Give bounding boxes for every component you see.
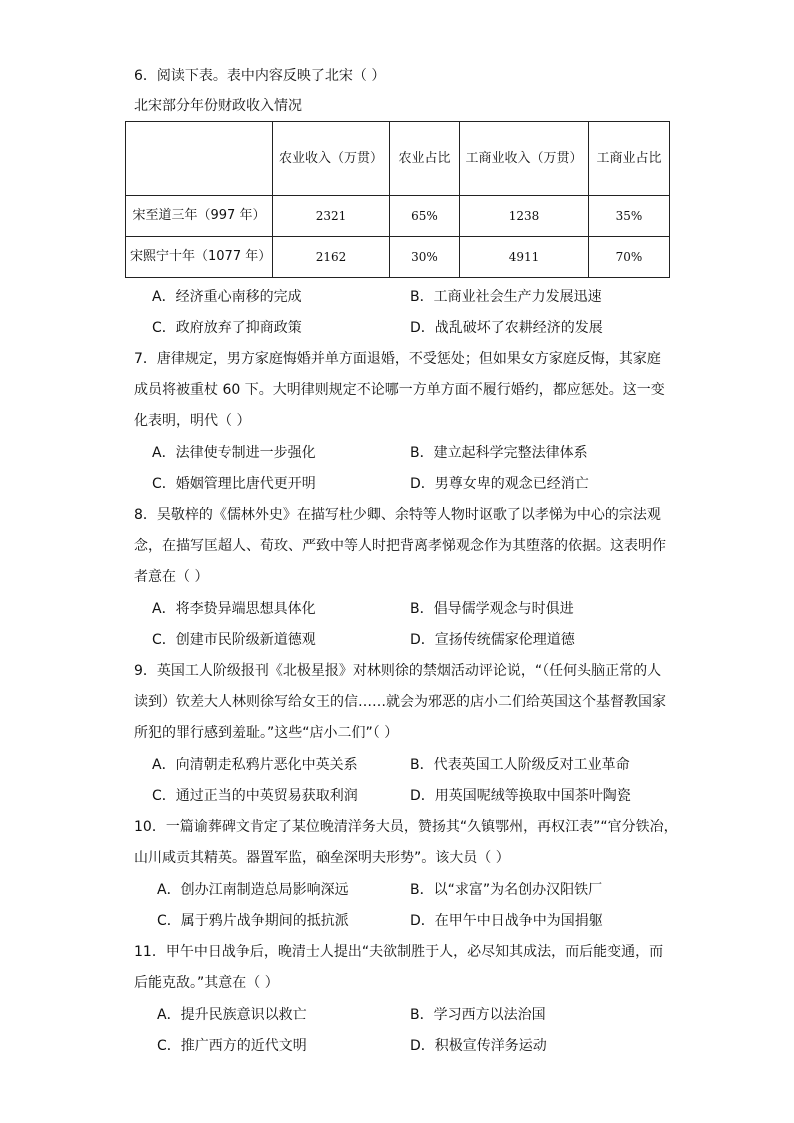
q6-option-b[interactable]: B．工商业社会生产力发展迅速 <box>410 289 602 305</box>
q8-option-d[interactable]: D．宣扬传统儒家伦理道德 <box>410 632 575 648</box>
q9-option-b[interactable]: B．代表英国工人阶级反对工业革命 <box>410 757 630 773</box>
q9-stem-line: 读到）钦差大人林则徐写给女王的信……就会为邪恶的店小二们给英国这个基督教国家 <box>134 694 666 710</box>
table-cell: 35% <box>589 196 670 237</box>
q6-option-c[interactable]: C．政府放弃了抑商政策 <box>152 320 302 336</box>
q11-option-b[interactable]: B．学习西方以法治国 <box>410 1007 546 1023</box>
table-header-cell: 工商业收入（万贯） <box>460 122 589 196</box>
q6-option-a[interactable]: A．经济重心南移的完成 <box>152 289 302 305</box>
q6-table-title: 北宋部分年份财政收入情况 <box>134 98 302 114</box>
table-cell: 宋熙宁十年（1077 年） <box>126 237 273 278</box>
q9-option-a[interactable]: A．向清朝走私鸦片恶化中英关系 <box>152 757 358 773</box>
table-row <box>126 196 670 237</box>
fiscal-revenue-table <box>125 121 670 278</box>
table-cell: 70% <box>589 237 670 278</box>
q10-option-b[interactable]: B．以“求富”为名创办汉阳铁厂 <box>410 882 603 898</box>
q11-option-a[interactable]: A．提升民族意识以救亡 <box>157 1007 307 1023</box>
table-header-cell: 工商业占比 <box>589 122 670 196</box>
q7-stem-line: 7．唐律规定，男方家庭悔婚并单方面退婚，不受惩处；但如果女方家庭反悔，其家庭 <box>134 351 661 367</box>
q8-stem-line: 8．吴敬梓的《儒林外史》在描写杜少卿、余特等人物时讴歌了以孝悌为中心的宗法观 <box>134 507 661 523</box>
table-header-cell <box>126 122 273 196</box>
q9-stem-line: 9．英国工人阶级报刊《北极星报》对林则徐的禁烟活动评论说，“（任何头脑正常的人 <box>134 663 662 679</box>
q11-option-d[interactable]: D．积极宣传洋务运动 <box>410 1038 547 1054</box>
table-header-cell: 农业收入（万贯） <box>273 122 390 196</box>
q8-stem-line: 者意在（ ） <box>134 569 209 585</box>
q7-option-d[interactable]: D．男尊女卑的观念已经消亡 <box>410 476 589 492</box>
q8-option-a[interactable]: A．将李贽异端思想具体化 <box>152 601 316 617</box>
q8-option-c[interactable]: C．创建市民阶级新道德观 <box>152 632 316 648</box>
q7-stem-line: 成员将被重杖 60 下。大明律则规定不论哪一方单方面不履行婚约，都应惩处。这一变 <box>134 382 665 398</box>
q7-stem-line: 化表明，明代（ ） <box>134 413 251 429</box>
q11-stem-line: 11．甲午中日战争后，晚清士人提出“夫欲制胜于人，必尽知其成法，而后能变通，而 <box>134 944 664 960</box>
q9-stem-line: 所犯的罪行感到羞耻。”这些“店小二们”（ ） <box>134 725 399 741</box>
table-cell: 4911 <box>460 237 589 278</box>
table-cell: 2162 <box>273 237 390 278</box>
q11-option-c[interactable]: C．推广西方的近代文明 <box>157 1038 307 1054</box>
q7-option-b[interactable]: B．建立起科学完整法律体系 <box>410 445 588 461</box>
q9-option-c[interactable]: C．通过正当的中英贸易获取利润 <box>152 788 358 804</box>
q7-option-a[interactable]: A．法律使专制进一步强化 <box>152 445 316 461</box>
q6-stem: 6．阅读下表。表中内容反映了北宋（ ） <box>134 68 386 84</box>
q8-option-b[interactable]: B．倡导儒学观念与时俱进 <box>410 601 574 617</box>
table-header-row <box>126 122 670 196</box>
table-cell: 30% <box>390 237 460 278</box>
q11-stem-line: 后能克敌。”其意在（ ） <box>134 975 279 991</box>
q8-stem-line: 念，在描写匡超人、荀玫、严致中等人时把背离孝悌观念作为其堕落的依据。这表明作 <box>134 538 666 554</box>
table-cell: 65% <box>390 196 460 237</box>
q6-option-d[interactable]: D．战乱破坏了农耕经济的发展 <box>410 320 603 336</box>
q10-option-d[interactable]: D．在甲午中日战争中为国捐躯 <box>410 913 603 929</box>
q7-option-c[interactable]: C．婚姻管理比唐代更开明 <box>152 476 316 492</box>
q9-option-d[interactable]: D．用英国呢绒等换取中国茶叶陶瓷 <box>410 788 631 804</box>
q10-stem-line: 山川咸贡其精英。器置军监，硇垒深明夫形势”。该大员（ ） <box>134 850 510 866</box>
q10-stem-line: 10．一篇谕葬碑文肯定了某位晚清洋务大员，赞扬其“久镇鄂州，再权江表”“官分铁冶， <box>134 819 678 835</box>
table-row <box>126 237 670 278</box>
table-cell: 1238 <box>460 196 589 237</box>
table-cell: 2321 <box>273 196 390 237</box>
table-header-cell: 农业占比 <box>390 122 460 196</box>
q10-option-a[interactable]: A．创办江南制造总局影响深远 <box>157 882 349 898</box>
table-cell: 宋至道三年（997 年） <box>126 196 273 237</box>
q10-option-c[interactable]: C．属于鸦片战争期间的抵抗派 <box>157 913 349 929</box>
